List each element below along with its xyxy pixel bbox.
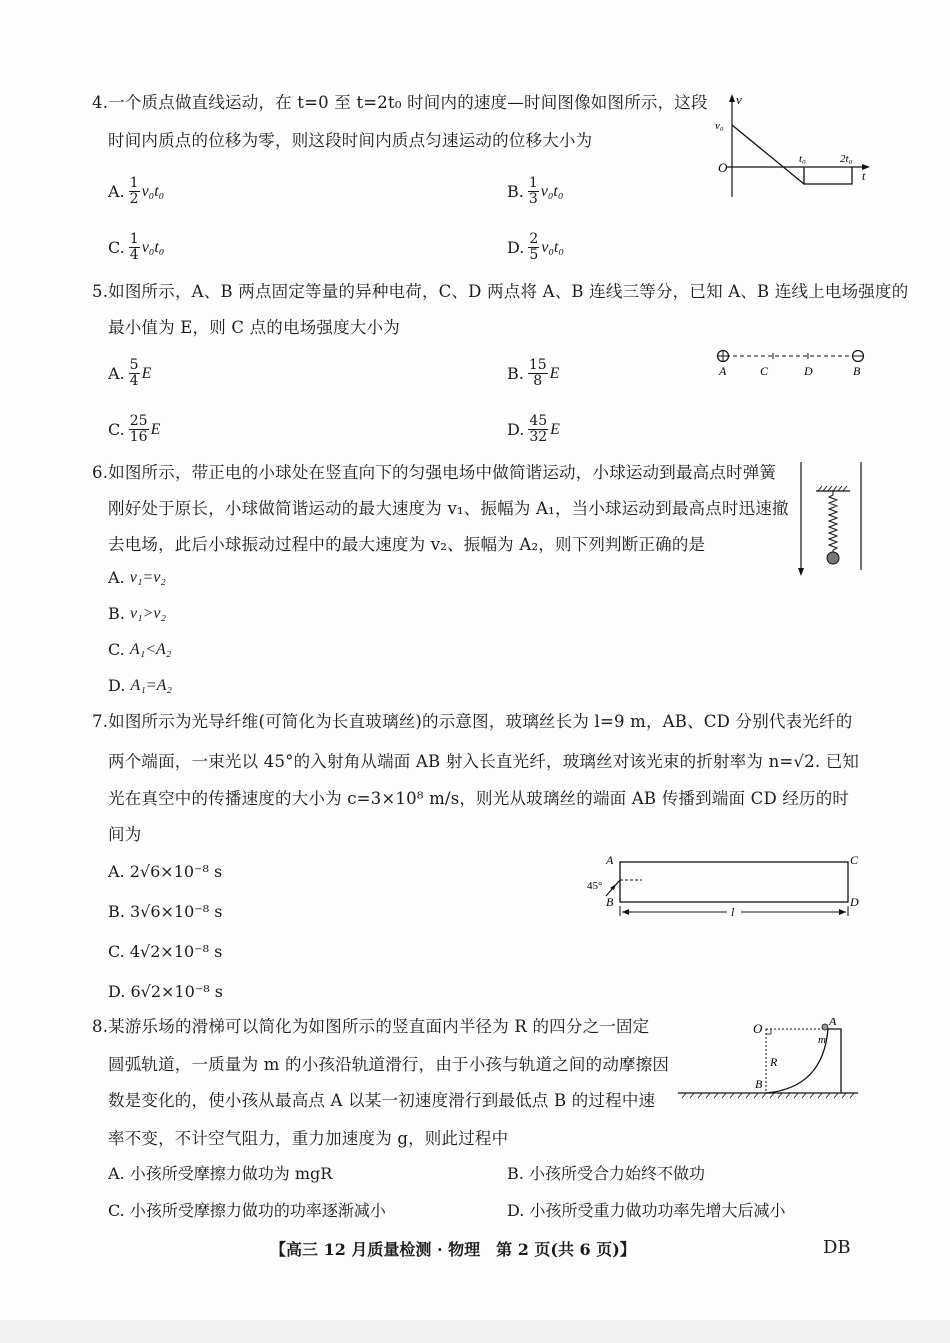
option-label: B. <box>108 604 125 623</box>
option-label: D. <box>108 982 126 1001</box>
dim-arrow-left-icon <box>622 909 629 915</box>
q7-text-1: 如图所示为光导纤维(可简化为长直玻璃丝)的示意图，玻璃丝长为 l=9 m，AB、CD 分别代表光纤的 <box>108 712 853 731</box>
option-value: 4√2×10⁻⁸ s <box>129 942 223 961</box>
q4-vt-graph <box>712 92 872 202</box>
bottom-edge <box>0 1320 950 1343</box>
q7-option-c[interactable] <box>108 941 222 963</box>
option-label: A. <box>108 363 125 383</box>
q7-line-1 <box>92 711 852 733</box>
option-value: E <box>150 420 161 438</box>
q8-line-2: 圆弧轨道，一质量为 m 的小孩沿轨道滑行，由于小孩与轨道之间的动摩擦因 <box>108 1055 670 1074</box>
option-value: 小孩所受重力做功功率先增大后减小 <box>529 1201 786 1220</box>
fraction <box>129 232 140 263</box>
option-value: v₀t₀ <box>540 182 564 200</box>
fraction <box>528 414 548 445</box>
q6-text-1: 如图所示，带正电的小球处在竖直向下的匀强电场中做简谐运动，小球运动到最高点时弹簧 <box>108 463 777 482</box>
q4-option-b[interactable] <box>507 176 563 207</box>
denominator: 16 <box>129 429 148 445</box>
q4-number: 4. <box>92 93 109 112</box>
option-label: D. <box>507 419 525 439</box>
q5-line-1 <box>92 281 908 303</box>
numerator: 1 <box>528 175 538 191</box>
denominator: 2 <box>129 191 139 207</box>
option-label: A. <box>108 862 125 881</box>
fraction <box>129 358 140 389</box>
q4-line-2: 时间内质点的位移为零，则这段时间内质点匀速运动的位移大小为 <box>108 131 593 150</box>
option-label: C. <box>108 640 125 659</box>
t-label: t <box>862 169 866 183</box>
q5-charges-figure <box>712 345 872 381</box>
t0-label: t₀ <box>799 153 806 165</box>
v-axis-arrow-icon <box>729 94 735 102</box>
q8-line-1 <box>92 1016 649 1038</box>
q7-line-2: 两个端面，一束光以 45°的入射角从端面 AB 射入长直光纤，玻璃丝对该光束的折射率为 n=√2. 已知 <box>108 752 860 771</box>
fraction <box>129 176 140 207</box>
q5-line-2: 最小值为 E，则 C 点的电场强度大小为 <box>108 318 400 337</box>
q6-option-a[interactable] <box>108 567 166 589</box>
denominator: 32 <box>529 429 548 445</box>
numerator: 1 <box>129 231 139 247</box>
numerator: 5 <box>129 357 139 373</box>
option-label: B. <box>507 1164 524 1183</box>
q6-option-c[interactable] <box>108 639 171 661</box>
spring <box>829 491 837 552</box>
option-value: v₁=v₂ <box>129 569 166 586</box>
q8-line-3: 数是变化的，使小孩从最高点 A 以某一初速度滑行到最低点 B 的过程中速 <box>108 1091 656 1110</box>
q4-option-c[interactable] <box>108 232 164 263</box>
q6-option-b[interactable] <box>108 603 166 625</box>
option-value: v₀t₀ <box>141 182 165 200</box>
option-value: 小孩所受合力始终不做功 <box>528 1164 705 1183</box>
q8-text-1: 某游乐场的滑梯可以简化为如图所示的竖直面内半径为 R 的四分之一固定 <box>108 1017 650 1036</box>
option-value: E <box>549 364 560 382</box>
denominator: 5 <box>529 247 539 263</box>
option-label: D. <box>108 676 126 695</box>
option-label: B. <box>108 902 125 921</box>
point-d-label: D <box>804 364 813 378</box>
length-label: l <box>731 905 735 919</box>
q5-number: 5. <box>92 282 109 301</box>
corner-a-label: A <box>606 853 614 867</box>
option-label: B. <box>507 363 524 383</box>
option-label: A. <box>108 181 125 201</box>
option-value: 6√2×10⁻⁸ s <box>130 982 223 1001</box>
fraction <box>528 176 539 207</box>
fraction <box>528 358 548 389</box>
point-a-label: A <box>719 364 727 378</box>
paper-code: DB <box>823 1237 851 1258</box>
option-label: D. <box>507 237 525 257</box>
q6-spring-figure <box>792 458 862 583</box>
q8-option-d[interactable] <box>507 1200 785 1222</box>
option-value: 3√6×10⁻⁸ s <box>129 902 223 921</box>
point-o-label: O <box>753 1021 763 1036</box>
2t0-label: 2t₀ <box>840 153 853 165</box>
child-icon <box>822 1024 828 1030</box>
q4-option-d[interactable] <box>507 232 564 263</box>
denominator: 3 <box>528 191 538 207</box>
corner-b-label: B <box>606 895 614 909</box>
corner-d-label: D <box>850 895 859 909</box>
option-label: C. <box>108 419 125 439</box>
option-value: v₀t₀ <box>541 238 564 256</box>
point-c-label: C <box>760 364 769 378</box>
option-label: D. <box>507 1201 525 1220</box>
corner-c-label: C <box>850 853 859 867</box>
fraction <box>528 232 539 263</box>
radius-label: R <box>770 1055 778 1069</box>
q5-option-d[interactable] <box>507 414 560 445</box>
option-label: C. <box>108 1201 125 1220</box>
q5-text-1: 如图所示，A、B 两点固定等量的异种电荷，C、D 两点将 A、B 连线三等分，已知 A、B 连线上电场强度的 <box>108 282 909 301</box>
q7-fiber-figure <box>582 852 867 922</box>
q7-option-a[interactable] <box>108 861 222 883</box>
numerator: 1 <box>129 175 139 191</box>
q6-line-3: 去电场，此后小球振动过程中的最大速度为 v₂、振幅为 A₂，则下列判断正确的是 <box>108 535 706 554</box>
q7-line-4: 间为 <box>108 825 142 844</box>
q8-number: 8. <box>92 1017 109 1036</box>
fraction <box>129 414 149 445</box>
option-label: C. <box>108 237 125 257</box>
fiber-rect <box>620 862 848 902</box>
v-label: v <box>736 92 742 107</box>
ball-icon <box>827 552 839 564</box>
q6-line-2: 刚好处于原长，小球做简谐运动的最大速度为 v₁、振幅为 A₁，当小球运动到最高点时迅速撤 <box>108 499 789 518</box>
field-arrow-icon <box>798 568 804 576</box>
denominator: 4 <box>129 373 139 389</box>
option-label: A. <box>108 568 125 587</box>
numerator: 15 <box>528 357 547 373</box>
origin-label: O <box>718 160 728 175</box>
mass-label: m <box>818 1034 826 1046</box>
option-value: v₀t₀ <box>141 238 165 256</box>
q5-option-c[interactable] <box>108 414 160 445</box>
q8-slide-figure <box>678 1018 863 1100</box>
option-label: C. <box>108 942 125 961</box>
numerator: 45 <box>529 413 548 429</box>
q8-option-a[interactable] <box>108 1163 332 1185</box>
q4-line-1 <box>92 92 708 114</box>
q7-option-d[interactable] <box>108 981 223 1003</box>
point-b-label: B <box>755 1077 763 1091</box>
option-value: A₁<A₂ <box>129 641 172 658</box>
point-b-label: B <box>853 364 861 378</box>
option-value: 2√6×10⁻⁸ s <box>129 862 223 881</box>
q5-option-a[interactable] <box>108 358 151 389</box>
option-value: 小孩所受摩擦力做功为 mgR <box>129 1164 333 1183</box>
numerator: 25 <box>129 413 148 429</box>
q4-option-a[interactable] <box>108 176 164 207</box>
ray-arrow-icon <box>610 884 616 890</box>
q8-option-c[interactable] <box>108 1200 386 1222</box>
q4-text-1: 一个质点做直线运动，在 t=0 至 t=2t₀ 时间内的速度—时间图像如图所示，这段 <box>108 93 708 112</box>
option-value: A₁=A₂ <box>130 677 172 694</box>
v0-label: v₀ <box>715 120 724 132</box>
q7-option-b[interactable] <box>108 901 222 923</box>
q8-option-b[interactable] <box>507 1163 705 1185</box>
option-label: A. <box>108 1164 125 1183</box>
denominator: 4 <box>129 247 139 263</box>
option-value: E <box>550 420 560 438</box>
q7-line-3: 光在真空中的传播速度的大小为 c=3×10⁸ m/s，则光从玻璃丝的端面 AB 传播到端面 CD 经历的时 <box>108 789 850 808</box>
q6-number: 6. <box>92 463 109 482</box>
angle-label: 45° <box>587 880 603 892</box>
point-a-label: A <box>829 1018 837 1028</box>
q6-line-1 <box>92 462 776 484</box>
dim-arrow-right-icon <box>839 909 846 915</box>
q8-line-4: 率不变，不计空气阻力，重力加速度为 g，则此过程中 <box>108 1129 509 1148</box>
option-label: B. <box>507 181 524 201</box>
option-value: E <box>141 364 152 382</box>
q6-option-d[interactable] <box>108 675 172 697</box>
q5-option-b[interactable] <box>507 358 559 389</box>
numerator: 2 <box>529 231 539 247</box>
denominator: 8 <box>533 373 543 389</box>
q7-number: 7. <box>92 712 109 731</box>
option-value: v₁>v₂ <box>129 605 167 622</box>
page-footer: 【高三 12 月质量检测 · 物理 第 2 页(共 6 页)】 <box>270 1240 636 1259</box>
option-value: 小孩所受摩擦力做功的功率逐渐减小 <box>129 1201 386 1220</box>
